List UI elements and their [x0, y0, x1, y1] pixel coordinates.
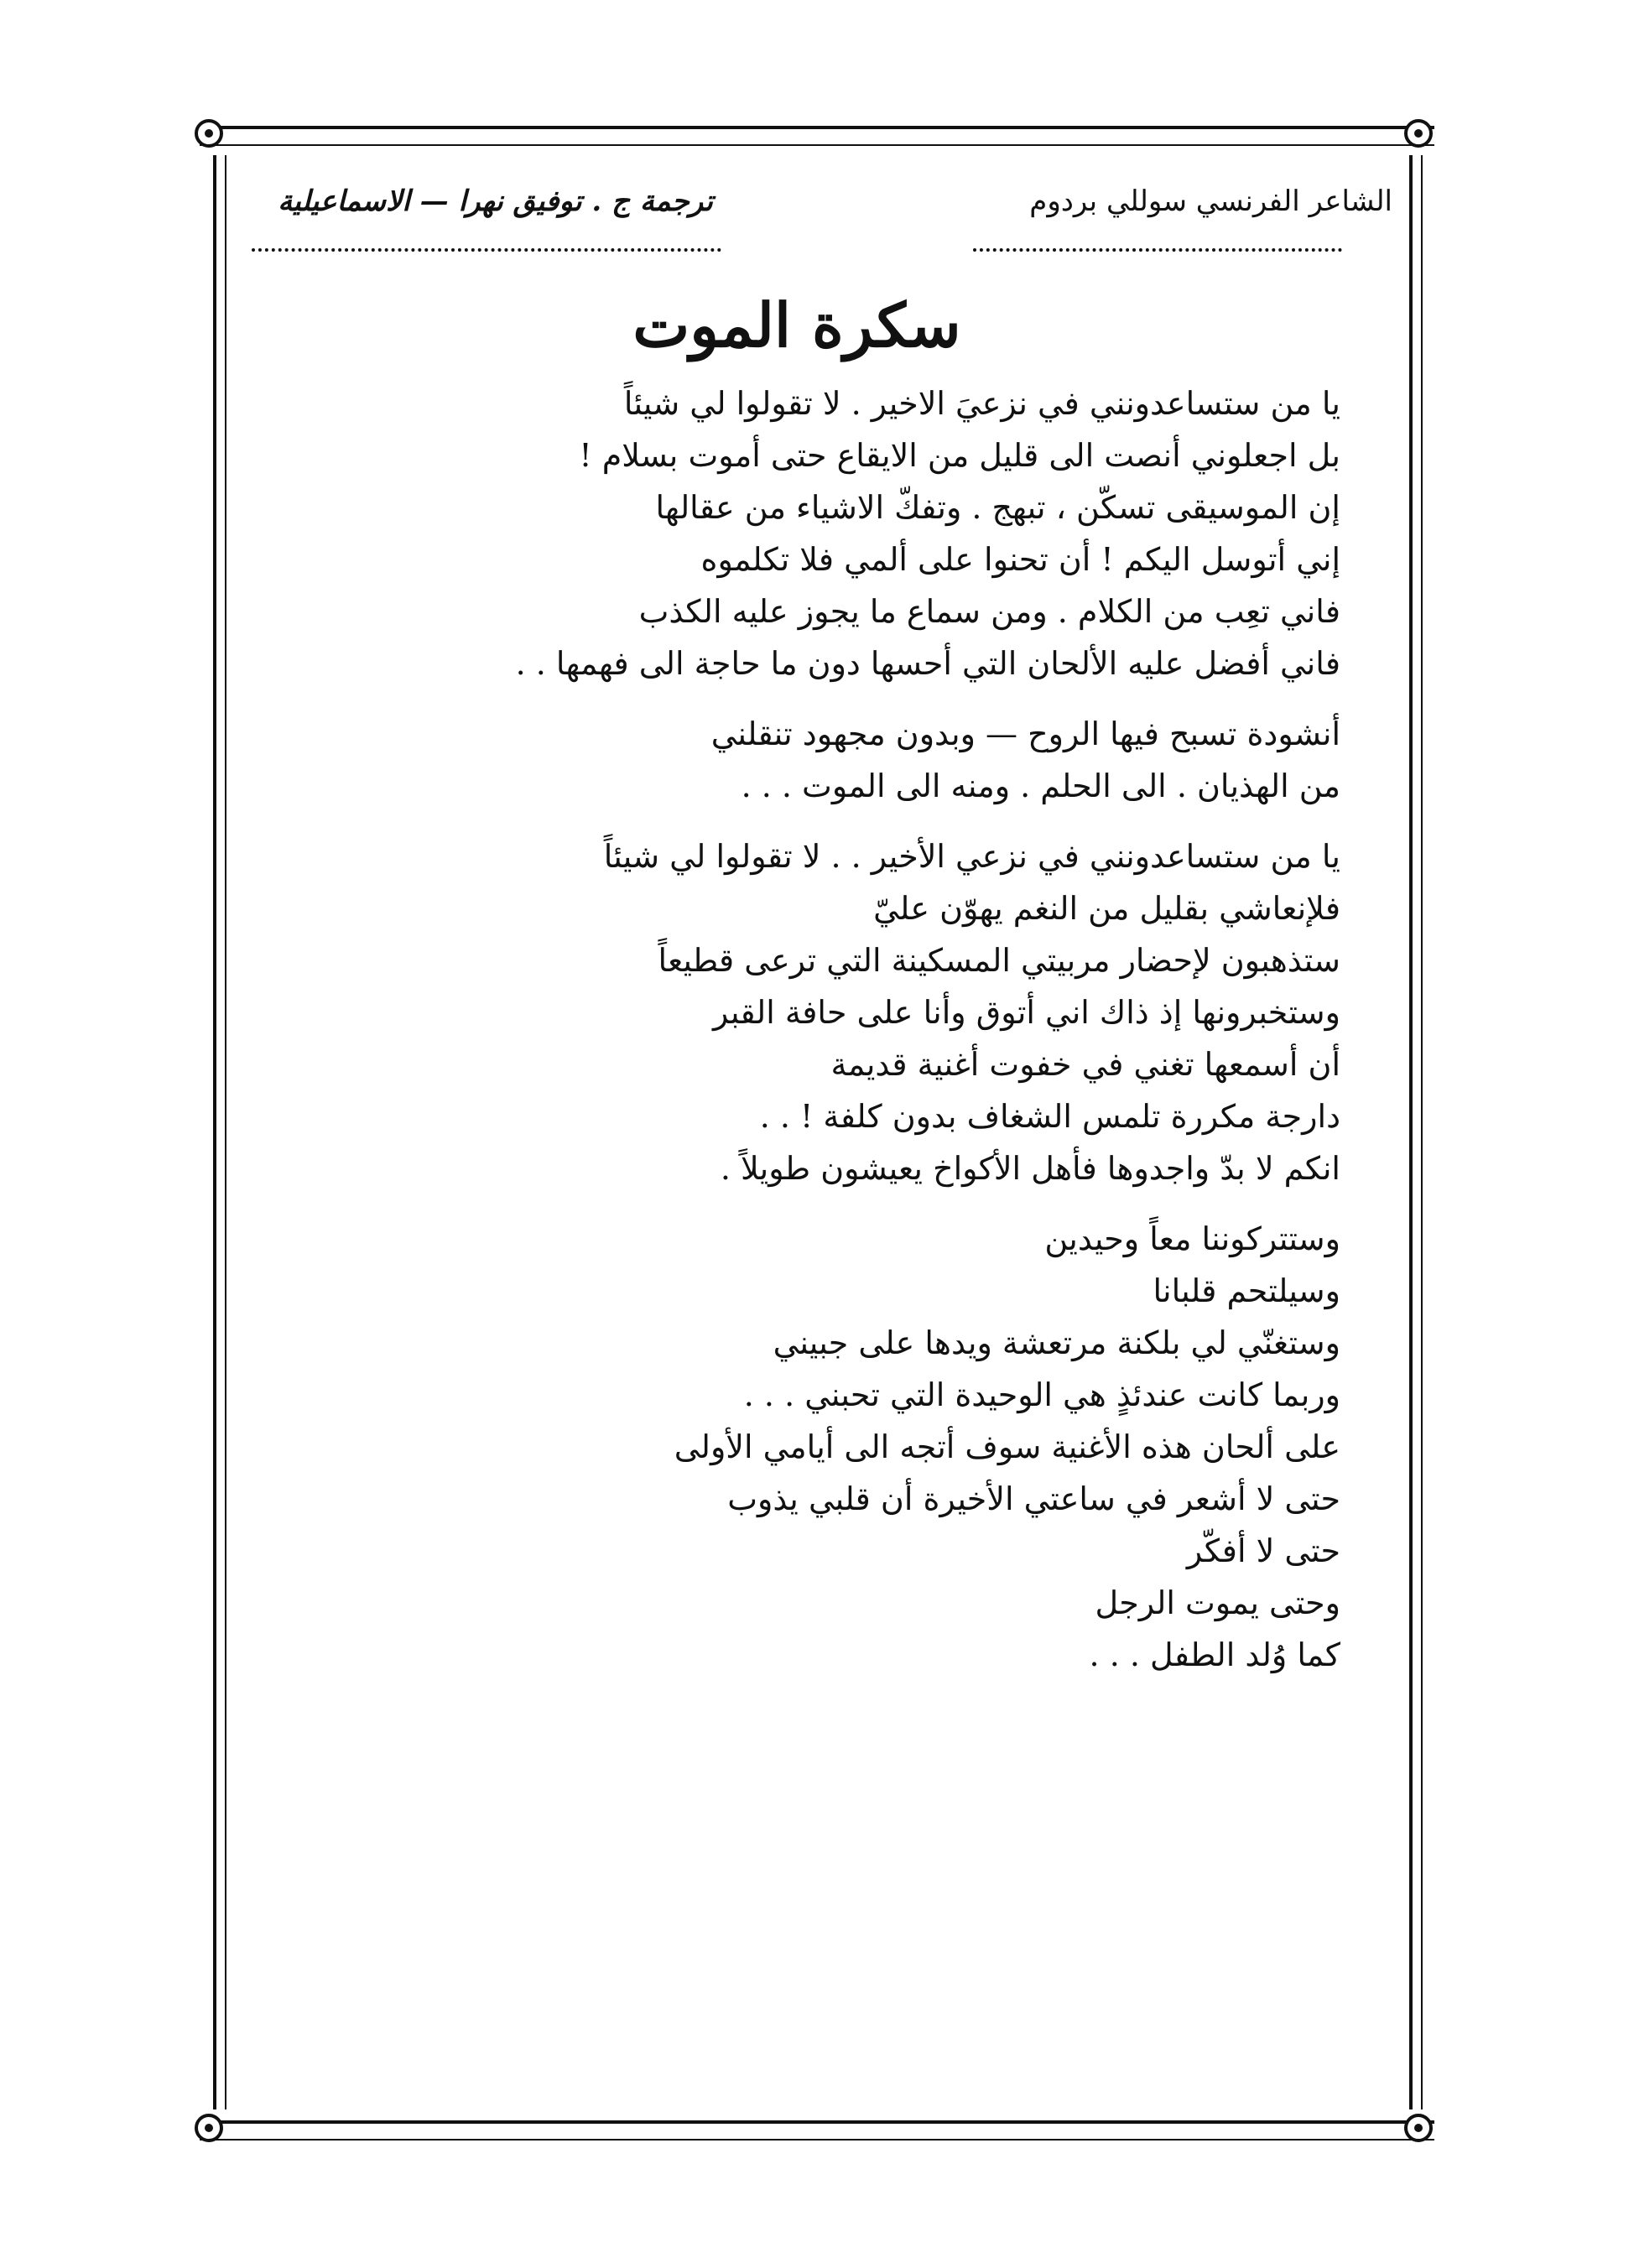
poem-body — [334, 377, 1340, 1681]
poem-line: على ألحان هذه الأغنية سوف أتجه الى أيامي الأولى — [674, 1428, 1340, 1465]
poem-line: أنشودة تسبح فيها الروح — وبدون مجهود تنقلني — [710, 715, 1340, 752]
poem-line: وربما كانت عندئذٍ هي الوحيدة التي تحبني . . . — [743, 1376, 1340, 1413]
poem-line: بل اجعلوني أنصت الى قليل من الايقاع حتى أموت بسلام ! — [579, 437, 1340, 474]
poem-line: إني أتوسل اليكم ! أن تحنوا على ألمي فلا تكلموه — [700, 541, 1340, 578]
corner-ornament-icon — [1404, 2114, 1433, 2142]
poem-line: إن الموسيقى تسكّن ، تبهج . وتفكّ الاشياء من عقالها — [655, 489, 1340, 526]
poem-line: وحتى يموت الرجل — [1095, 1584, 1340, 1621]
stanza-gap — [334, 812, 1340, 830]
poem-line: انكم لا بدّ واجدوها فأهل الأكواخ يعيشون طويلاً . — [720, 1150, 1340, 1187]
stanza-gap — [334, 1194, 1340, 1213]
corner-ornament-icon — [195, 2114, 223, 2142]
poem-line: دارجة مكررة تلمس الشغاف بدون كلفة ! . . — [759, 1098, 1340, 1135]
poem-line: يا من ستساعدونني في نزعي الأخير . . لا تقولوا لي شيئاً — [603, 838, 1340, 875]
poem-line: حتى لا أشعر في ساعتي الأخيرة أن قلبي يذوب — [727, 1480, 1340, 1517]
poem-line: وستغنّي لي بلكنة مرتعشة ويدها على جبيني — [773, 1324, 1340, 1361]
poem-line: كما وُلد الطفل . . . — [1089, 1636, 1340, 1673]
dotted-rule — [252, 245, 721, 252]
poem-line: وستتركوننا معاً وحيدين — [1044, 1220, 1340, 1257]
stanza-gap — [334, 689, 1340, 708]
left-border — [213, 155, 226, 2109]
poem-line: ستذهبون لإحضار مربيتي المسكينة التي ترعى قطيعاً — [658, 942, 1340, 979]
bottom-border — [200, 2120, 1434, 2141]
poem-line: فاني أفضل عليه الألحان التي أحسها دون ما حاجة الى فهمها . . — [515, 645, 1340, 682]
poem-line: حتى لا أفكّر — [1186, 1532, 1340, 1569]
poem-line: من الهذيان . الى الحلم . ومنه الى الموت . . . — [741, 767, 1340, 804]
poem-line: وستخبرونها إذ ذاك اني أتوق وأنا على حافة القبر — [713, 994, 1340, 1031]
dotted-rule — [973, 245, 1342, 252]
right-border — [1409, 155, 1423, 2109]
poem-line: أن أسمعها تغني في خفوت أغنية قديمة — [830, 1046, 1340, 1083]
corner-ornament-icon — [195, 119, 223, 148]
corner-ornament-icon — [1404, 119, 1433, 148]
poem-title: سكرة الموت — [632, 289, 961, 361]
poem-line: وسيلتحم قلبانا — [1153, 1272, 1340, 1309]
top-border — [200, 126, 1434, 146]
translator-credit: ترجمة ج . توفيق نهرا — الاسماعيلية — [278, 185, 713, 218]
poem-line: فلإنعاشي بقليل من النغم يهوّن عليّ — [873, 890, 1340, 927]
poem-line: فاني تعِب من الكلام . ومن سماع ما يجوز عليه الكذب — [638, 593, 1340, 630]
poem-line: يا من ستساعدونني في نزعيَ الاخير . لا تقولوا لي شيئاً — [623, 385, 1340, 422]
author-credit: الشاعر الفرنسي سوللي بردوم — [1029, 185, 1392, 218]
